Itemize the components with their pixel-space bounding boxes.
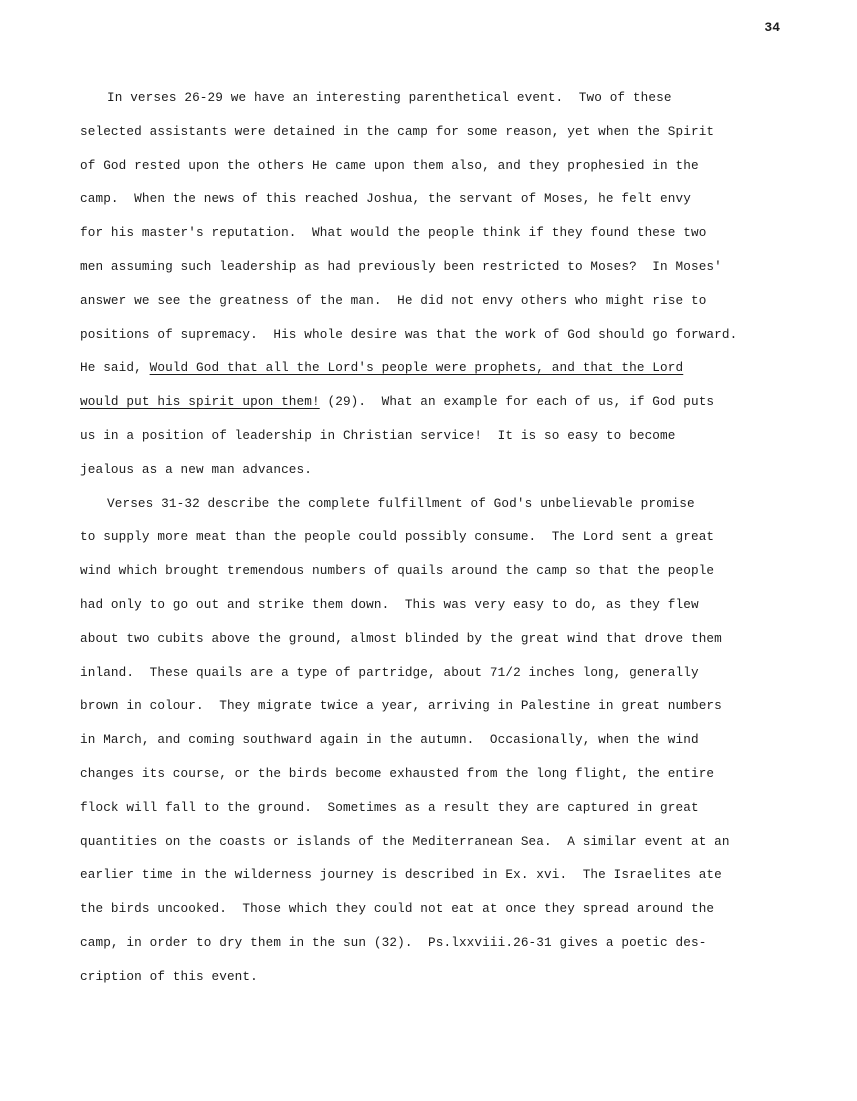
paragraph-1-line-2: selected assistants were detained in the camp for some reason, yet when the Spirit xyxy=(80,123,715,139)
paragraph-1 xyxy=(80,84,805,490)
paragraph-2-line-10: flock will fall to the ground. Sometimes as a result they are captured in great xyxy=(80,799,699,815)
paragraph-1-line-10 xyxy=(80,388,805,422)
paragraph-1-line-11: us in a position of leadership in Christian service! It is so easy to become xyxy=(80,427,676,443)
paragraph-1-line-1: In verses 26-29 we have an interesting parenthetical event. Two of these xyxy=(107,90,672,105)
paragraph-1-line-5: for his master's reputation. What would the people think if they found these two xyxy=(80,225,707,241)
paragraph-2-line-3: wind which brought tremendous numbers of quails around the camp so that the people xyxy=(80,563,715,579)
paragraph-2-line-7: brown in colour. They migrate twice a year, arriving in Palestine in great numbers xyxy=(80,698,722,714)
paragraph-1-line-8: positions of supremacy. His whole desire was that the work of God should go forward. xyxy=(80,326,738,342)
paragraph-1-line-9 xyxy=(80,354,805,388)
paragraph-1-line-6: men assuming such leadership as had previously been restricted to Moses? In Moses' xyxy=(80,258,722,274)
paragraph-1-line-12: jealous as a new man advances. xyxy=(80,461,313,477)
paragraph-1-line-7: answer we see the greatness of the man. He did not envy others who might rise to xyxy=(80,292,707,308)
paragraph-2-line-4: had only to go out and strike them down. This was very easy to do, as they flew xyxy=(80,596,699,612)
paragraph-2-line-15: cription of this event. xyxy=(80,968,258,984)
page-number: 34 xyxy=(764,20,780,35)
line-10-suffix: (29). What an example for each of us, if God puts xyxy=(319,394,715,410)
paragraph-2-line-2: to supply more meat than the people could possibly consume. The Lord sent a great xyxy=(80,529,715,545)
paragraph-2-line-5: about two cubits above the ground, almost blinded by the great wind that drove them xyxy=(80,630,722,646)
paragraph-2-line-6: inland. These quails are a type of partridge, about 71/2 inches long, generally xyxy=(80,664,699,680)
paragraph-1-line-4: camp. When the news of this reached Joshua, the servant of Moses, he felt envy xyxy=(80,191,691,207)
paragraph-2-line-11: quantities on the coasts or islands of the Mediterranean Sea. A similar event at an xyxy=(80,833,730,849)
paragraph-2-line-9: changes its course, or the birds become exhausted from the long flight, the entire xyxy=(80,765,715,781)
paragraph-2-line-14: camp, in order to dry them in the sun (32). Ps.lxxviii.26-31 gives a poetic des- xyxy=(80,934,707,950)
paragraph-2-line-1: Verses 31-32 describe the complete fulfillment of God's unbelievable promise xyxy=(107,495,695,511)
line-9-prefix: He said, xyxy=(80,360,150,376)
body-text xyxy=(80,84,805,997)
paragraph-1-line-3: of God rested upon the others He came upon them also, and they prophesied in the xyxy=(80,157,699,173)
paragraph-2-line-13: the birds uncooked. Those which they could not eat at once they spread around the xyxy=(80,901,715,917)
paragraph-2-line-12: earlier time in the wilderness journey is described in Ex. xvi. The Israelites ate xyxy=(80,867,722,883)
underlined-quote-part-2: would put his spirit upon them! xyxy=(80,394,320,410)
paragraph-2 xyxy=(80,490,805,997)
paragraph-2-line-8: in March, and coming southward again in the autumn. Occasionally, when the wind xyxy=(80,732,699,748)
underlined-quote-part-1: Would God that all the Lord's people were prophets, and that the Lord xyxy=(149,360,684,376)
